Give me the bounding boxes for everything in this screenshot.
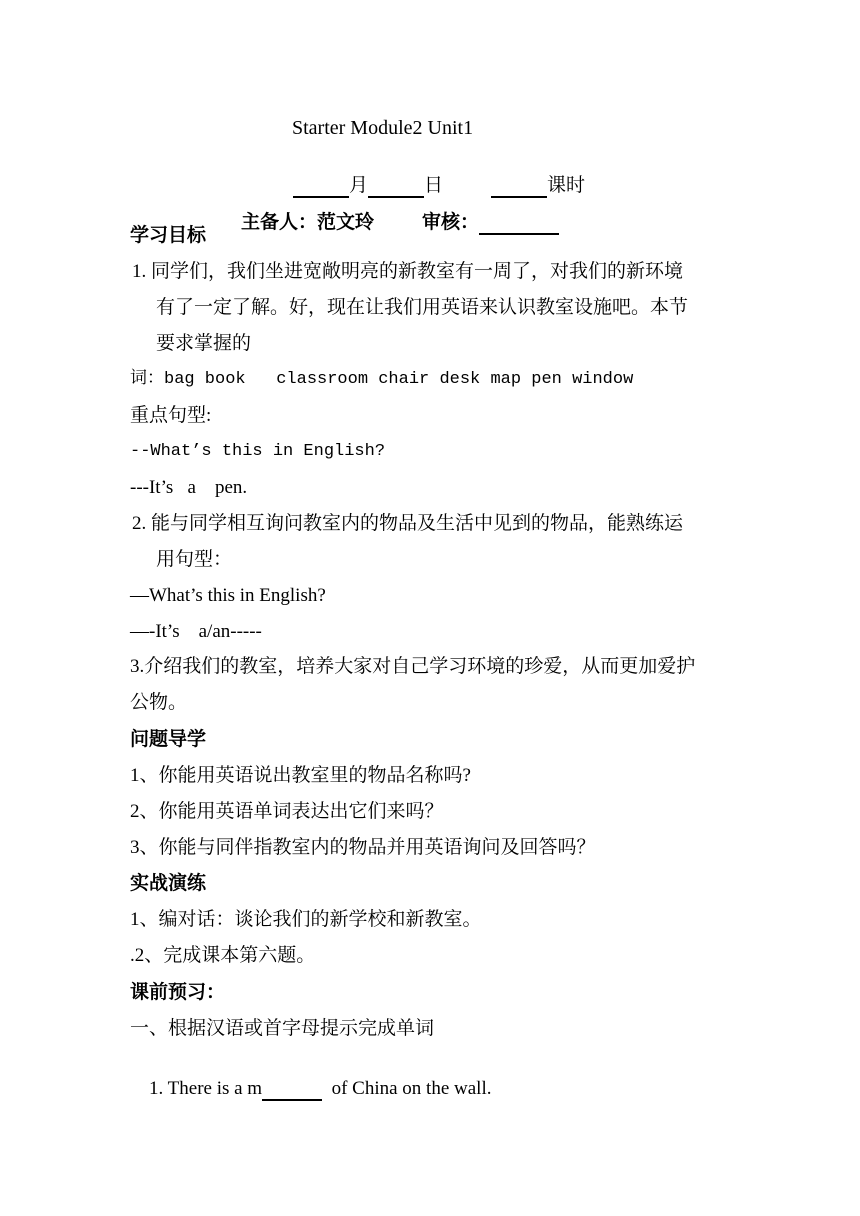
exercise-1-blank[interactable] [262, 1079, 322, 1101]
month-label: 月 [349, 175, 369, 196]
exercise-1 [130, 1053, 491, 1125]
preparer-line [222, 187, 559, 259]
question-3: 3、你能与同伴指教室内的物品并用英语询问及回答吗？ [130, 837, 596, 858]
pattern-label: 重点句型: [130, 405, 212, 426]
day-label: 日 [424, 175, 444, 196]
goal-3-line-1: 3.介绍我们的教室，培养大家对自己学习环境的珍爱，从而更加爱护 [130, 656, 696, 677]
goal-2-line-1: 2. 能与同学相互询问教室内的物品及生活中见到的物品，能熟练运 [132, 513, 684, 534]
question-1: 1、你能用英语说出教室里的物品名称吗? [130, 765, 471, 786]
pattern-question-1: --What’s this in English? [130, 442, 386, 461]
pattern-question-2: —What’s this in English? [130, 585, 326, 606]
practice-task-2: .2、完成课本第六题。 [130, 945, 316, 966]
reviewer-blank [479, 213, 559, 235]
preview-subheading: 一、根据汉语或首字母提示完成单词 [130, 1018, 435, 1039]
goal-1-line-2: 有了一定了解。好，现在让我们用英语来认识教室设施吧。本节 [156, 297, 689, 318]
lesson-label: 课时 [547, 175, 586, 196]
pattern-answer-1: ---It’s a pen. [130, 477, 248, 498]
goal-2-line-2: 用句型： [156, 549, 233, 570]
practice-task-1: 1、编对话：谈论我们的新学校和新教室。 [130, 909, 482, 930]
goal-1-line-3: 要求掌握的 [156, 333, 252, 354]
section-heading-preview: 课前预习： [130, 982, 226, 1003]
section-heading-goals: 学习目标 [130, 225, 207, 246]
goal-1-line-1: 1. 同学们，我们坐进宽敞明亮的新教室有一周了，对我们的新环境 [132, 261, 684, 282]
doc-title: Starter Module2 Unit1 [292, 117, 474, 139]
question-2: 2、你能用英语单词表达出它们来吗？ [130, 801, 444, 822]
section-heading-practice: 实战演练 [130, 873, 207, 894]
goal-3-line-2: 公物。 [130, 692, 188, 713]
section-heading-questions: 问题导学 [130, 729, 207, 750]
pattern-answer-2: —-It’s a/an----- [130, 621, 262, 642]
preparer-label: 主备人：范文玲 [241, 212, 375, 233]
reviewer-label: 审核： [422, 212, 480, 233]
exercise-1-suffix: of China on the wall. [322, 1078, 492, 1099]
vocab-line: 词：bag book classroom chair desk map pen window [130, 370, 634, 389]
exercise-1-prefix: 1. There is a m [149, 1078, 263, 1099]
